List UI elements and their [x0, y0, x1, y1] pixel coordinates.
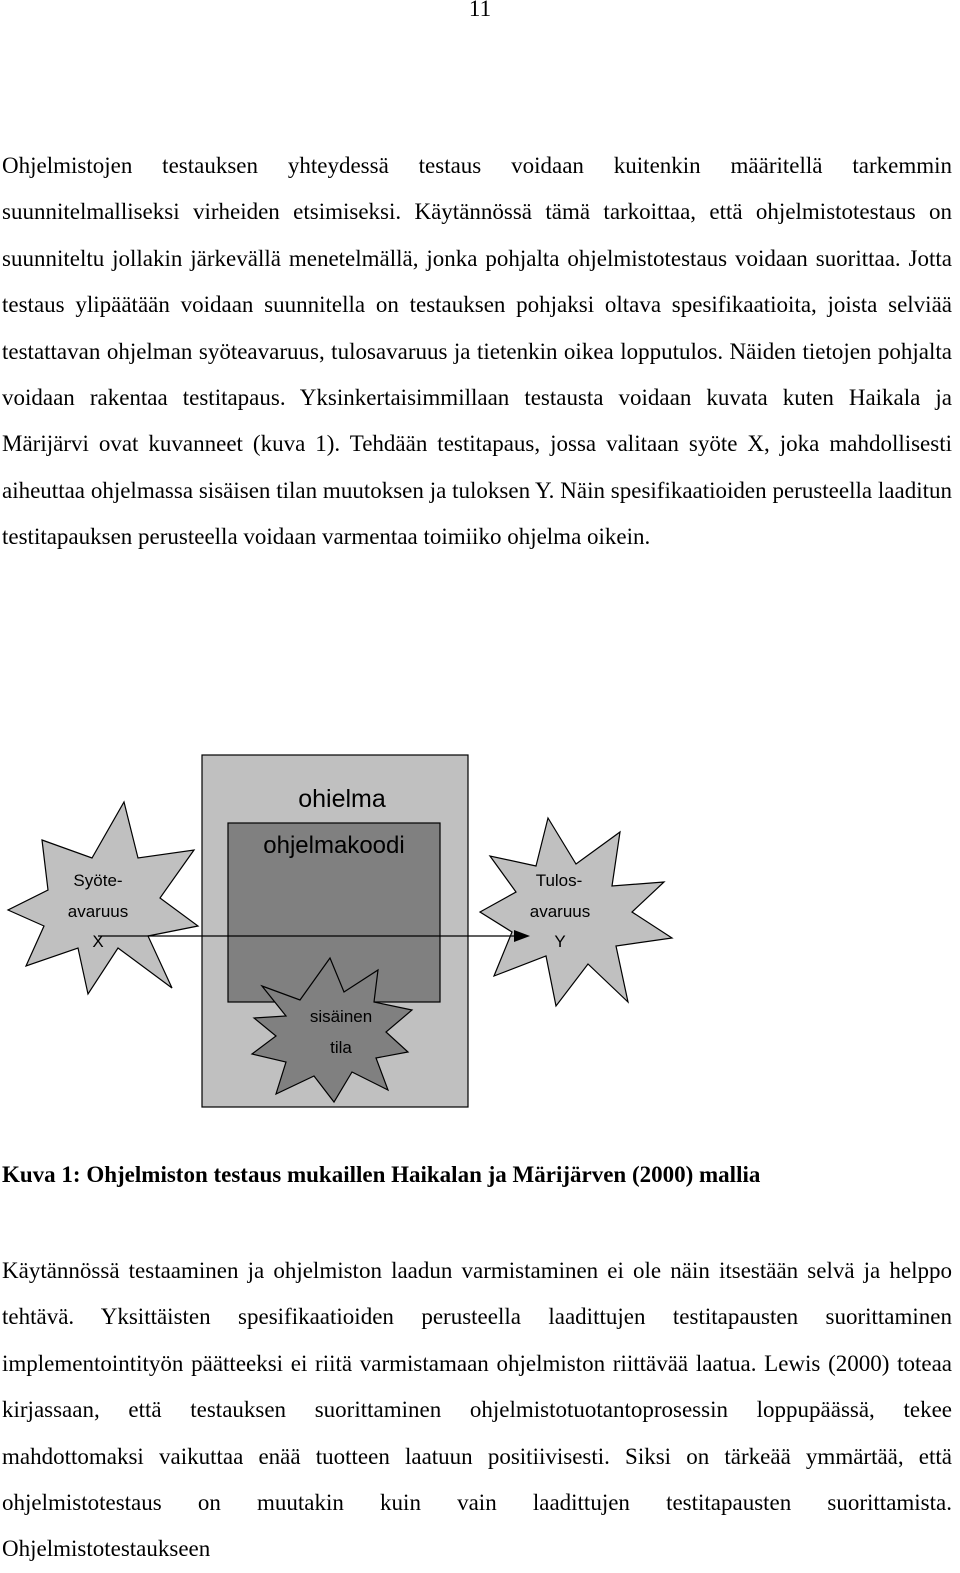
page-number: 11	[468, 0, 492, 21]
body-paragraph-2: Käytännössä testaaminen ja ohjelmiston laadun varmistaminen ei ole näin itsestään selvä ja helppo tehtävä. Yksittäisten spesifikaatioiden perusteella laadittujen testitapausten suorittaminen implementointityön päätteeksi ei riitä varmistamaan ohjelmiston riittävää laatua. Lewis (2000) toteaa kirjassaan, että testauksen suorittaminen ohjelmistotuotantoprosessin loppupäässä, tekee mahdottomaksi vaikuttaa enää tuotteen laatuun positiivisesti. Siksi on tärkeää ymmärtää, että ohjelmistotestaus on muutakin kuin vain laadittujen testitapausten suorittamista. Ohjelmistotestaukseen	[2, 1258, 952, 1562]
state-label-line2: tila	[330, 1038, 352, 1057]
input-label-line3: X	[92, 932, 104, 951]
testing-model-figure	[0, 740, 960, 1110]
output-label-line3: Y	[554, 932, 566, 951]
figure-caption: Kuva 1: Ohjelmiston testaus mukaillen Haikalan ja Märijärven (2000) mallia	[2, 1162, 761, 1187]
input-label-line1: Syöte-	[73, 871, 123, 890]
output-label-line1: Tulos-	[535, 871, 583, 890]
input-space-star	[8, 802, 198, 994]
output-label-line2: avaruus	[529, 902, 591, 921]
input-label-line2: avaruus	[67, 902, 129, 921]
body-paragraph-1: Ohjelmistojen testauksen yhteydessä testaus voidaan kuitenkin määritellä tarkemmin suunnitelmalliseksi virheiden etsimiseksi. Käytännössä tämä tarkoittaa, että ohjelmistotestaus on suunniteltu jollakin järkevällä menetelmällä, jonka pohjalta ohjelmistotestaus voidaan suorittaa. Jotta testaus ylipäätään voidaan suunnitella on testauksen pohjaksi oltava spesifikaatioita, joista selviää testattavan ohjelman syöteavaruus, tulosavaruus ja tietenkin oikea lopputulos. Näiden tietojen pohjalta voidaan rakentaa testitapaus. Yksinkertaisimmillaan testausta voidaan kuvata kuten Haikala ja Märijärvi ovat kuvanneet (kuva 1). Tehdään testitapaus, jossa valitaan syöte X, joka mahdollisesti aiheuttaa ohjelmassa sisäisen tilan muutoksen ja tuloksen Y. Näin spesifikaatioiden perusteella laaditun testitapauksen perusteella voidaan varmentaa toimiiko ohjelma oikein.	[2, 153, 952, 550]
state-label-line1: sisäinen	[309, 1007, 373, 1026]
program-label: ohielma	[298, 785, 386, 813]
code-label: ohjelmakoodi	[263, 832, 405, 859]
